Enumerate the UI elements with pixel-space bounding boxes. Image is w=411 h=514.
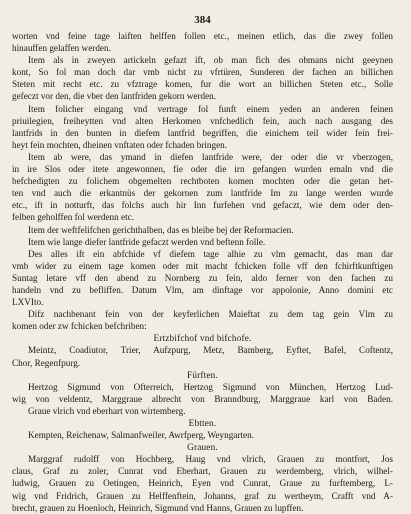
text-line: kont, So fol man doch dar vmb nicht zu vfrtüren, Sunderen der fachen an billichen [12,67,393,78]
text-line: heyt fein mochten, dheinen vnftaten oder fchaden bringen. [12,139,228,150]
text-line: handeln vnd zu befliffen. Datum Vlm, am dinftage vor appolonie, Anno domini etc [12,284,393,295]
text-line: wig vnd Fridrich, Grauen zu Helffenftein, Johanns, graf zu wertheym, Crafft vnd A- [12,490,393,501]
section-heading: Grauen. [187,442,218,453]
text-line: claus, Graf zu zoler, Cunrat vnd Eberhart, Grauen zu werdemberg, vlrich, wilhel- [12,466,393,477]
text-line: Item folicher eingang vnd vertrage fol funft einem yeden an anderen feinen [28,103,393,114]
section-heading: Ertzbifchof vnd bifchofe. [153,333,252,344]
text-line: worten vnd feine tage laiften helffen follen etc., meinen etlich, das die zwey follen [12,31,393,41]
text-line: in ire Slos oder itete angewonnen, fie oder die irn gefangen wurden emaln vnd die [12,164,393,175]
text-line: befchedigten zu folichem obgemelten rechtboten komen mochten oder die getan het- [12,176,393,187]
text-line: Hertzog Sigmund von Ofterreich, Hertzog Sigmund von München, Hertzog Lud- [28,381,393,392]
text-line: komen oder zw fchicken befchriben: [12,321,147,332]
text-line: Chor, Regenfpurg. [12,357,81,368]
document-body [12,30,393,514]
text-line: Steten mit recht etc. zu vfztrage komen, fur die wort an billichen Steten etc., Solle [12,79,393,90]
text-line: brecht, grauen zu Hoenloch, Heinrich, Sigmund vnd Hanns, Grauen zu lupffen. [12,502,304,513]
text-line: Graue vlrich vnd eberhart von wirtemberg. [28,405,186,416]
text-line: Suntag letare vff den abend zu Nornberg zu fein, aldo ferner von den fachen zu [12,272,393,283]
text-line: Item wie lange diefer lantfride gefaczt werden vnd beftenn folle. [28,236,266,247]
text-line: Marggraf rudolff von Hochberg, Haug vnd vlrich, Grauen zu montfort, Jos [28,454,393,465]
text-line: Item der weftfelifchen gerichthalben, das es bleibe bej der Reformacien. [28,224,294,235]
text-line: vmb wider zu einem tage komen oder mit macht fchicken folle vff den fchirftkunftigen [12,260,393,271]
section-heading: Fürften. [187,369,218,380]
text-line: etc., ift in notturft, das folchs auch hir Inn furfehen vnd gefaczt, wie dem oder den- [12,200,393,211]
text-line: priuilegien, freiheytten vnd alten Herkomen vnfchedlich fein, auch nach ausgang des [12,115,393,126]
text-line: ten vnd auch die erkantnüs der gekornen zum lantfride Im zu lange werden wurde [12,188,393,199]
text-line: Des alles ift ein abfchide vf diefem tage alhie zu vlm gemacht, das man dar [28,248,393,259]
text-line: Item ab were, das ymand in diefen lantfride were, der oder die vr vberzogen, [28,151,393,162]
section-heading: Ebtten. [188,418,217,428]
text-line: gefeczt vor den, die vber den lantfriden gekorn werden. [12,91,217,102]
text-line: Item als in zweyen artickeln gefazt ift, ob man fich des obmans nicht geeynen [28,55,393,66]
text-line: lantfrids in den bunten in diefem lantfrid begriffen, die einichem teil wider fein frei- [12,127,393,138]
page-number: 384 [194,14,211,26]
text-line: Difz nachbenant fein von der keyferlichen Maieftat zu dem tag gein Vlm zu [28,309,393,320]
text-line: ludwig, Grauen zu Oetingen, Heinrich, Eyen vnd Cunrat, Graue zu furftemberg, L- [12,478,393,489]
text-line: Kempten, Reichenaw, Salmanfweiler, Awrfperg, Weyngarten. [28,430,254,441]
text-line: Meintz, Coadiutor, Trier, Aufzpurg, Metz, Bamberg, Eyftet, Bafel, Coftentz, [28,345,393,356]
text-line: felben geholffen fol werdenn etc. [12,212,135,223]
text-line: wig von veldentz, Marggraue albrecht von Branndburg, Marggraue karl von Baden. [12,393,393,404]
text-line: LXVIto. [12,297,44,308]
text-line: hinauffen gelaffen werden. [12,43,111,54]
